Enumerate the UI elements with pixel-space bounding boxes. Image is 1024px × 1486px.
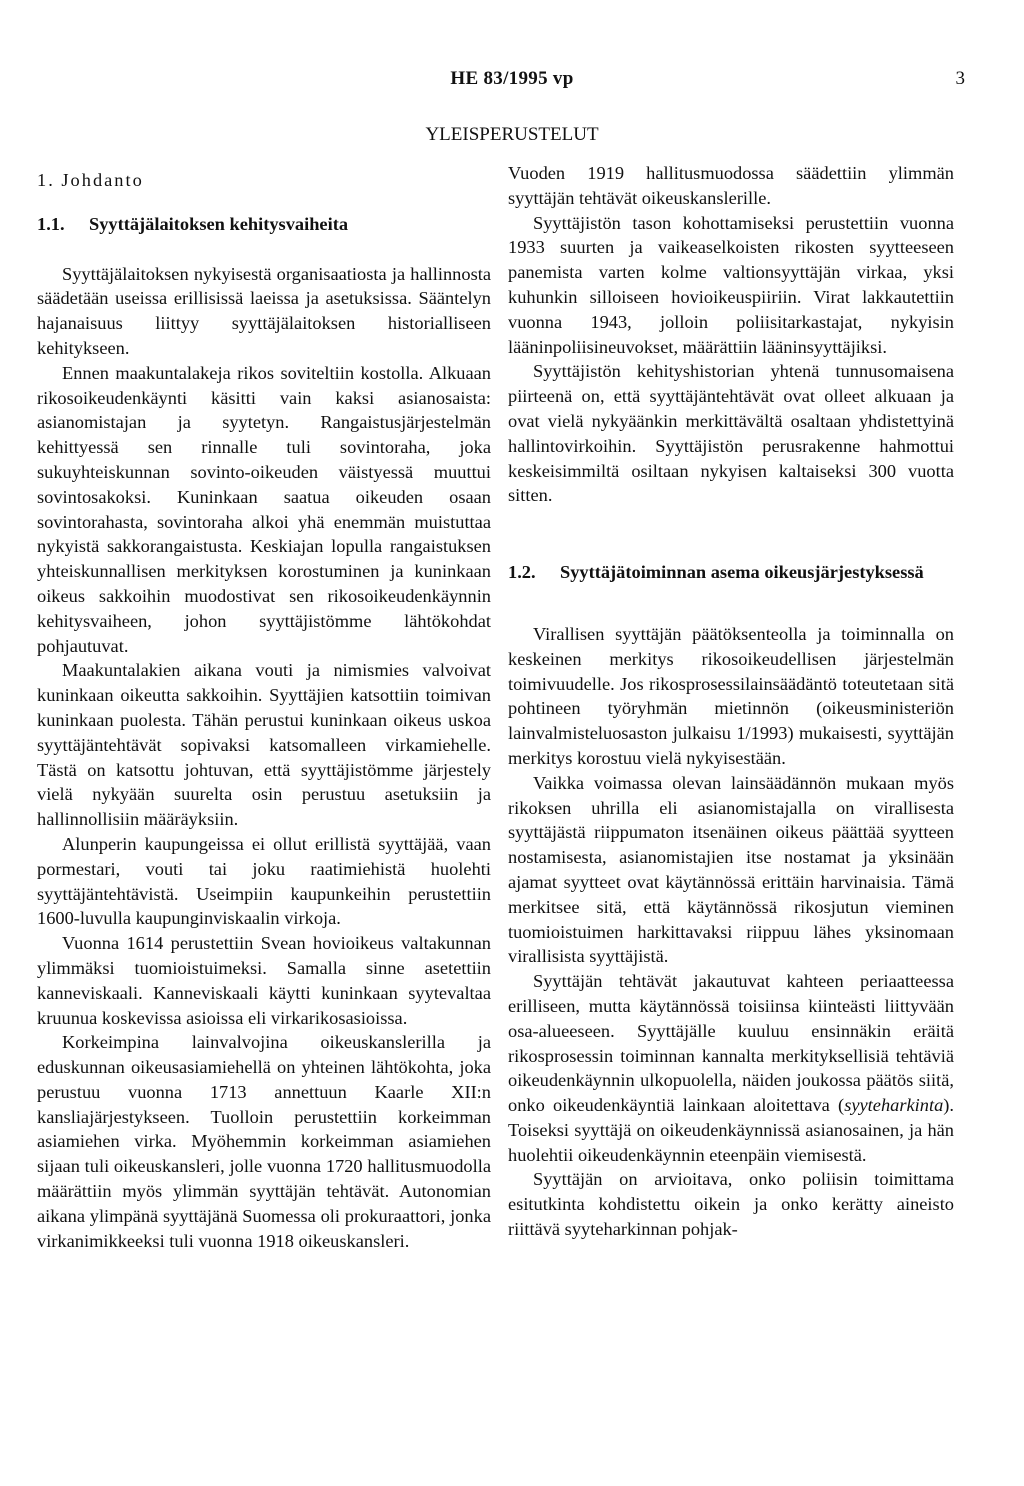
text-run: Syyttäjän tehtävät jakautuvat kahteen periaatteessa erilliseen, mutta käytännössä toisiinsa kiinteästi liittyvään osa-alueeseen. Syyttäjälle kuuluu ensinnäkin eräitä rikosprosessin toiminnan kannalta merkityksellisiä tehtäviä oikeudenkäynnin ulkopuolella, näiden joukossa päätös siitä, onko oikeudenkäyntiä lainkaan aloitettava ( xyxy=(508,971,954,1116)
running-header-title: HE 83/1995 vp xyxy=(450,68,574,89)
paragraph: Maakuntalakien aikana vouti ja nimismies valvoivat kuninkaan oikeutta sakkoihin. Syyttäjien katsottiin toimivan kuninkaan puolesta. Tähän perustui kuninkaan oikeus uskoa syyttäjäntehtävät sopivaksi katsomalleen virkamiehelle. Tästä on katsottu johtuvan, että syyttäjistömme järjestely vielä nykyään suurelta osin perustuu asetuksiin ja hallinnollisiin määräyksiin. xyxy=(37,660,491,830)
paragraph: Virallisen syyttäjän päätöksenteolla ja toiminnalla on keskeinen merkitys rikosoikeudellisen järjestelmän toimivuudelle. Jos rikosprosessilainsäädäntö toteutetaan sitä pohtineen työryhmän mietinnön (oikeusministeriön lainvalmisteluosaston julkaisu 1/1993) mukaisesti, syyttäjän merkitys korostuu vielä nykyisestään. xyxy=(508,623,954,768)
paragraph: Vaikka voimassa olevan lainsäädännön mukaan myös rikoksen uhrilla eli asianomistajalla on virallisesta syyttäjästä riippumaton itsenäinen oikeus päättää syytteen nostamisesta, asianomistajien itse nostamat ja yksinään ajamat syytteet ovat käytännössä erittäin harvinaisia. Tämä merkitsee sitä, että käytännössä rikosjutun vieminen tuomioistuimen harkittavaksi riippuu lähes yksinomaan virallisista syyttäjistä. xyxy=(508,772,954,967)
page-number: 3 xyxy=(955,68,965,89)
italic-term: syyteharkinta xyxy=(844,1095,944,1116)
paragraph: Korkeimpina lainvalvojina oikeuskanslerilla ja eduskunnan oikeusasiamiehellä on yhteinen lähtökohta, joka perustuu vuonna 1713 annettuun Kaarle XII:n kansliajärjestykseen. Tuolloin perustettiin korkeimman asiamiehen virka. Myöhemmin korkeimman asiamiehen sijaan tuli oikeuskansleri, jolle vuonna 1720 hallitusmuodolla määrättiin myös ylimmän syyttäjän tehtävät. Autonomian aikana ylimpänä syyttäjänä Suomessa oli prokuraattori, jonka virkanimikkeeksi tuli vuonna 1918 oikeuskansleri. xyxy=(37,1032,491,1251)
heading-1-1-number: 1.1. xyxy=(37,213,65,234)
paragraph: Syyttäjän on arvioitava, onko poliisin toimittama esitutkinta kohdistettu oikein ja onko kerätty aineisto riittävä syyteharkinnan pohjak- xyxy=(508,1169,954,1240)
heading-1-2 xyxy=(508,560,954,585)
left-column xyxy=(37,168,491,1253)
paragraph: Alunperin kaupungeissa ei ollut erillistä syyttäjää, vaan pormestari, vouti tai joku raatimiehistä huolehti syyttäjäntehtävistä. Useimpiin kaupunkeihin perustettiin 1600-luvulla kaupunginviskaalin virkoja. xyxy=(37,833,491,929)
paragraph: Syyttäjistön tason kohottamiseksi perustettiin vuonna 1933 suurten ja vaikeaselkoisten rikosten syytteeseen panemista varten kolme valtionsyyttäjän virkaa, yksi kuhunkin silloiseen hovioikeuspiiriin. Virat lakkautettiin vuonna 1943, jolloin poliisitarkastajat, nykyisin lääninpoliisineuvokset, määrättiin lääninsyyttäjiksi. xyxy=(508,212,954,357)
paragraph: Syyttäjälaitoksen nykyisestä organisaatiosta ja hallinnosta säädetään useissa erillisissä laeissa ja asetuksissa. Sääntelyn hajanaisuus liittyy syyttäjälaitoksen historialliseen kehitykseen. xyxy=(37,263,491,358)
heading-1-2-number: 1.2. xyxy=(508,562,536,583)
paragraph: Ennen maakuntalakeja rikos soviteltiin kostolla. Alkuaan rikosoikeudenkäynti käsitti vain kaksi asianosaista: asianomistajan ja syytetyn. Rangaistusjärjestelmän kehittyessä sen rinnalle tuli sovintoraha, joka sukuyhteiskunnan sovinto-oikeuden väistyessä muuttui sovintosakoksi. Kuninkaan saatua oikeuden osaan sovintorahasta, sovintoraha alkoi yhä enemmän muistuttaa nykyistä sakkorangaistusta. Keskiajan lopulla rangaistuksen yhteiskunnallisen merkityksen korostuminen ja kuninkaan oikeus sakkoihin muodostivat sen rikosoikeudenkäynnin kehitysvaiheen, johon syyttäjistömme lähtökohdat pohjautuvat. xyxy=(37,362,491,656)
section-title: YLEISPERUSTELUT xyxy=(425,124,599,145)
paragraph: Vuoden 1919 hallitusmuodossa säädettiin ylimmän syyttäjän tehtävät oikeuskanslerille. xyxy=(508,163,954,208)
text-run: ). Toiseksi syyttäjä on oikeudenkäynnissä asianosainen, ja hän huolehtii oikeudenkäynnin eteenpäin viemisestä. xyxy=(508,1095,954,1165)
heading-1-1 xyxy=(37,212,491,237)
right-column xyxy=(508,161,954,1242)
paragraph: Syyttäjistön kehityshistorian yhtenä tunnusomaisena piirteenä on, että syyttäjäntehtävät ovat olleet alkuaan ja ovat vielä nykyäänkin merkittävältä osaltaan yhdistettyinä hallintovirkoihin. Syyttäjistön perusrakenne hahmottui keskeisimmiltä osiltaan nykyisen kaltaiseksi 300 vuotta sitten. xyxy=(508,361,954,506)
paragraph-tasks xyxy=(508,969,954,1167)
heading-johdanto: 1. Johdanto xyxy=(37,170,144,190)
paragraph: Vuonna 1614 perustettiin Svean hovioikeus valtakunnan ylimmäksi tuomioistuimeksi. Samalla sinne asetettiin kanneviskaali. Kanneviskaali käytti kuninkaan syytevaltaa kruunua koskevissa asioissa eli virkarikosasioissa. xyxy=(37,933,491,1028)
heading-1-2-title: Syyttäjätoiminnan asema oikeusjärjestyksessä xyxy=(560,562,924,583)
heading-1-1-title: Syyttäjälaitoksen kehitysvaiheita xyxy=(89,213,349,234)
